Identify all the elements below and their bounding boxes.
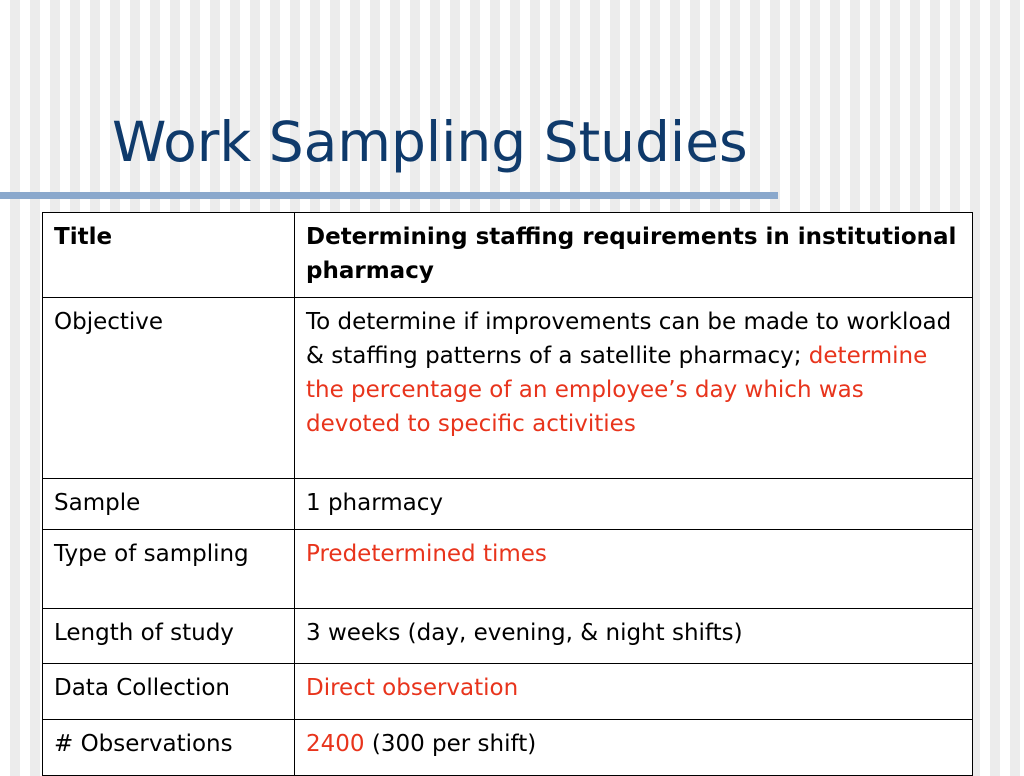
row-value-length-of-study: 3 weeks (day, evening, & night shifts)	[295, 609, 973, 664]
row-label-data-collection: Data Collection	[43, 664, 295, 720]
row-label-objective: Objective	[43, 298, 295, 479]
table-row-sample	[43, 479, 973, 530]
row-value-sample: 1 pharmacy	[295, 479, 973, 530]
objective-highlight-text: determine the percentage of an employee’s day which was devoted to specific activities	[306, 343, 928, 437]
study-details-table	[42, 212, 973, 776]
row-value-objective	[295, 298, 973, 479]
table-row-type-of-sampling	[43, 530, 973, 609]
table-row-data-collection	[43, 664, 973, 720]
table-row-observations	[43, 720, 973, 776]
row-value-data-collection: Direct observation	[295, 664, 973, 720]
title-divider	[0, 192, 778, 199]
row-value-type-of-sampling: Predetermined times	[295, 530, 973, 609]
table-row-objective	[43, 298, 973, 479]
row-label-type-of-sampling: Type of sampling	[43, 530, 295, 609]
objective-text: To determine if improvements can be made to workload & staffing patterns of a satellite pharmacy;	[306, 309, 952, 369]
slide-title: Work Sampling Studies	[112, 110, 748, 174]
row-label-observations: # Observations	[43, 720, 295, 776]
row-value-title: Determining staffing requirements in institutional pharmacy	[295, 213, 973, 298]
observations-count: 2400	[306, 731, 365, 757]
row-value-observations	[295, 720, 973, 776]
table-row-length-of-study	[43, 609, 973, 664]
row-label-length-of-study: Length of study	[43, 609, 295, 664]
observations-detail: (300 per shift)	[364, 731, 537, 757]
table-row-title	[43, 213, 973, 298]
row-label-title: Title	[43, 213, 295, 298]
row-label-sample: Sample	[43, 479, 295, 530]
